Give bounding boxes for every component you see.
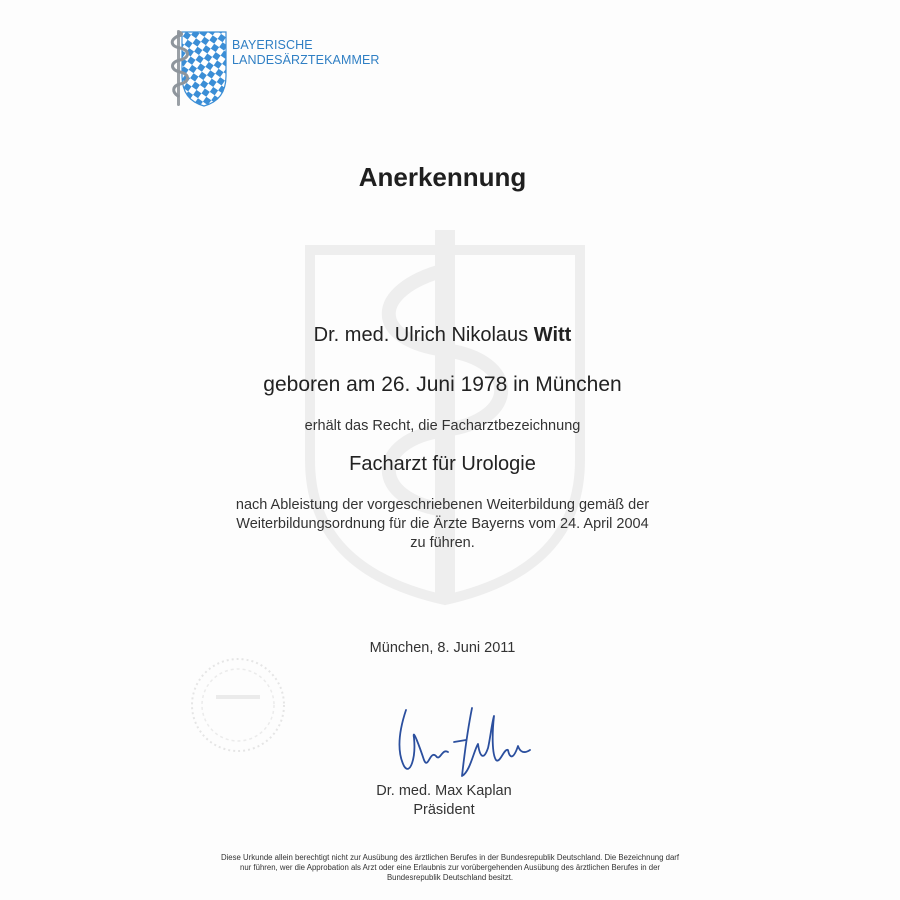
organization-name xyxy=(232,38,380,68)
recipient-name xyxy=(0,324,885,347)
legal-basis-line-3: zu führen. xyxy=(410,535,475,551)
legal-footnote xyxy=(160,853,740,883)
recipient-name-prefix: Dr. med. Ulrich Nikolaus xyxy=(313,324,529,346)
signer-name: Dr. med. Max Kaplan xyxy=(376,783,512,799)
handwritten-signature xyxy=(392,688,542,788)
legal-basis-line-1: nach Ableistung der vorgeschriebenen Weiterbildung gemäß der xyxy=(235,497,650,513)
signer-block xyxy=(0,782,888,820)
legal-basis xyxy=(0,496,885,553)
recipient-surname: Witt xyxy=(533,324,572,346)
footnote-line-2: nur führen, wer die Approbation als Arzt oder eine Erlaubnis zur vorübergehenden Ausübung des ärztlichen Berufes in der xyxy=(240,863,660,872)
specialty-title: Facharzt für Urologie xyxy=(349,453,536,475)
chamber-logo xyxy=(168,26,378,108)
aesculapius-shield-icon xyxy=(168,26,228,108)
right-statement: erhält das Recht, die Facharztbezeichnung xyxy=(304,418,581,434)
place-and-date: München, 8. Juni 2011 xyxy=(369,640,516,656)
footnote-line-1: Diese Urkunde allein berechtigt nicht zur Ausübung des ärztlichen Berufes in der Bundesrepublik Deutschland. Die Bezeichnung darf xyxy=(220,853,680,862)
org-line-2: LANDESÄRZTEKAMMER xyxy=(232,53,380,67)
org-line-1: BAYERISCHE xyxy=(232,38,313,52)
document-title: Anerkennung xyxy=(358,162,527,192)
birth-info: geboren am 26. Juni 1978 in München xyxy=(263,373,622,396)
embossed-seal-icon xyxy=(188,655,288,760)
signer-role: Präsident xyxy=(413,802,475,818)
footnote-line-3: Bundesrepublik Deutschland besitzt. xyxy=(386,873,514,882)
legal-basis-line-2: Weiterbildungsordnung für die Ärzte Bayerns vom 24. April 2004 xyxy=(236,516,649,532)
